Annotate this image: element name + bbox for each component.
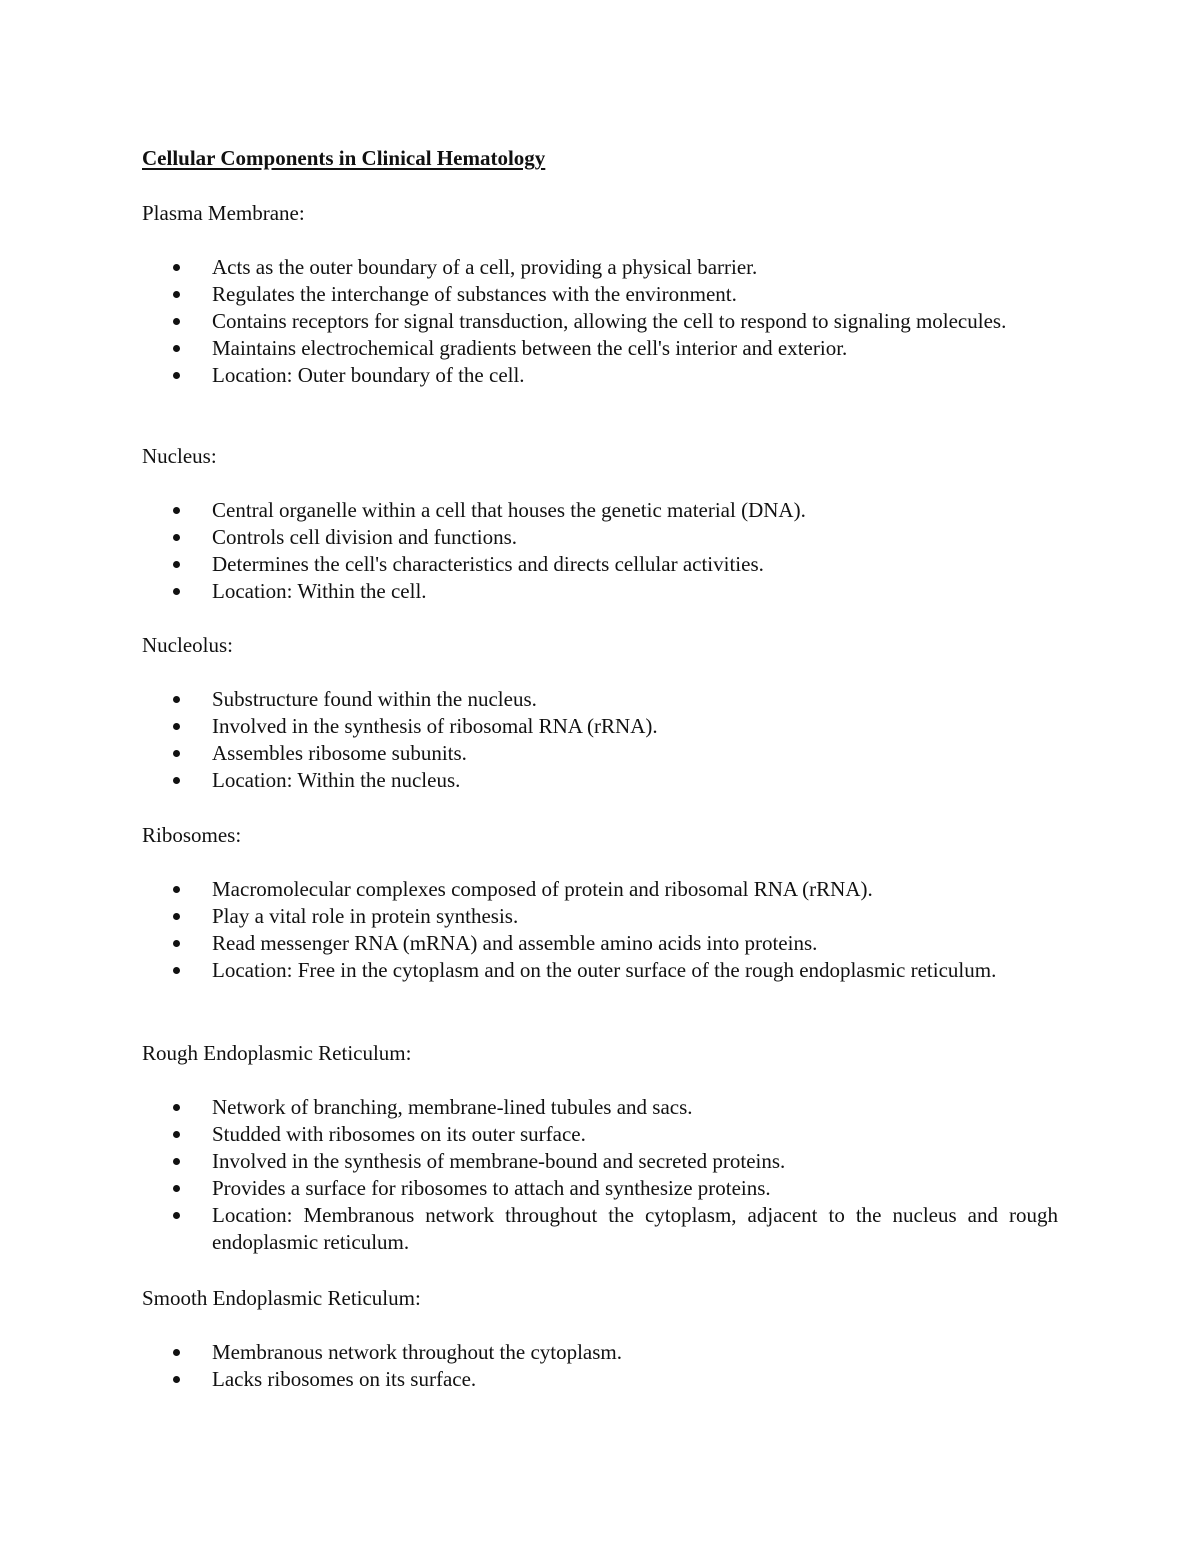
bullet-icon — [173, 318, 180, 325]
bullet-icon — [173, 1212, 180, 1219]
list-item-text: Location: Outer boundary of the cell. — [212, 363, 525, 387]
list-item-text: Central organelle within a cell that houses the genetic material (DNA). — [212, 498, 806, 522]
list-item-text: Provides a surface for ribosomes to attach and synthesize proteins. — [212, 1176, 771, 1200]
list-item — [0, 281, 1058, 308]
list-item-text: Regulates the interchange of substances with the environment. — [212, 282, 737, 306]
bullet-icon — [173, 723, 180, 730]
list-item-text: Read messenger RNA (mRNA) and assemble amino acids into proteins. — [212, 931, 818, 955]
list-item-text: Acts as the outer boundary of a cell, providing a physical barrier. — [212, 255, 758, 279]
list-item — [0, 713, 1058, 740]
list-item — [0, 497, 1058, 524]
bullet-list-ribosomes — [0, 876, 1058, 984]
list-item — [0, 308, 1058, 335]
list-item — [0, 930, 1058, 957]
list-item-text: Assembles ribosome subunits. — [212, 741, 467, 765]
list-item-text: Involved in the synthesis of ribosomal RNA (rRNA). — [212, 714, 658, 738]
section-heading-rough-er: Rough Endoplasmic Reticulum: — [142, 1041, 412, 1065]
bullet-icon — [173, 913, 180, 920]
bullet-icon — [173, 940, 180, 947]
bullet-icon — [173, 886, 180, 893]
list-item — [0, 686, 1058, 713]
list-item-text: Maintains electrochemical gradients between the cell's interior and exterior. — [212, 336, 848, 360]
list-item-text: Membranous network throughout the cytoplasm. — [212, 1340, 623, 1364]
list-item — [0, 740, 1058, 767]
list-item — [0, 362, 1058, 389]
list-item — [0, 335, 1058, 362]
bullet-list-nucleolus — [0, 686, 1058, 794]
list-item-text: Network of branching, membrane-lined tubules and sacs. — [212, 1095, 693, 1119]
list-item-text: Contains receptors for signal transduction, allowing the cell to respond to signaling molecules. — [212, 309, 1007, 333]
list-item — [0, 524, 1058, 551]
list-item-text: Location: Within the cell. — [212, 579, 427, 603]
document-title: Cellular Components in Clinical Hematology — [142, 146, 546, 170]
list-item — [0, 903, 1058, 930]
list-item-text: Play a vital role in protein synthesis. — [212, 904, 519, 928]
bullet-list-rough-er — [0, 1094, 1058, 1256]
list-item — [0, 1175, 1058, 1202]
section-heading-nucleus: Nucleus: — [142, 444, 217, 468]
section-heading-smooth-er: Smooth Endoplasmic Reticulum: — [142, 1286, 421, 1310]
bullet-list-smooth-er — [0, 1339, 1058, 1393]
bullet-list-plasma-membrane — [0, 254, 1058, 389]
list-item — [0, 876, 1058, 903]
list-item — [0, 1148, 1058, 1175]
bullet-icon — [173, 291, 180, 298]
list-item-text: Location: Free in the cytoplasm and on the outer surface of the rough endoplasmic reticulum. — [212, 958, 997, 982]
section-heading-plasma-membrane: Plasma Membrane: — [142, 201, 305, 225]
list-item-text: Location: Membranous network throughout the cytoplasm, adjacent to the nucleus and rough endoplasmic reticulum. — [212, 1203, 1058, 1254]
bullet-icon — [173, 1349, 180, 1356]
list-item — [0, 1121, 1058, 1148]
section-heading-ribosomes: Ribosomes: — [142, 823, 242, 847]
list-item — [0, 254, 1058, 281]
list-item — [0, 1094, 1058, 1121]
bullet-icon — [173, 750, 180, 757]
bullet-icon — [173, 1185, 180, 1192]
bullet-icon — [173, 264, 180, 271]
bullet-icon — [173, 1158, 180, 1165]
list-item — [0, 957, 1058, 984]
bullet-icon — [173, 1104, 180, 1111]
bullet-icon — [173, 1131, 180, 1138]
bullet-icon — [173, 967, 180, 974]
bullet-icon — [173, 345, 180, 352]
list-item — [0, 1366, 1058, 1393]
list-item-text: Studded with ribosomes on its outer surface. — [212, 1122, 586, 1146]
bullet-icon — [173, 534, 180, 541]
bullet-icon — [173, 561, 180, 568]
bullet-icon — [173, 507, 180, 514]
list-item-text: Macromolecular complexes composed of protein and ribosomal RNA (rRNA). — [212, 877, 873, 901]
list-item-text: Involved in the synthesis of membrane-bound and secreted proteins. — [212, 1149, 786, 1173]
list-item — [0, 551, 1058, 578]
list-item-text: Substructure found within the nucleus. — [212, 687, 537, 711]
bullet-icon — [173, 372, 180, 379]
list-item — [0, 578, 1058, 605]
bullet-icon — [173, 777, 180, 784]
bullet-icon — [173, 696, 180, 703]
list-item-text: Lacks ribosomes on its surface. — [212, 1367, 477, 1391]
list-item-text: Controls cell division and functions. — [212, 525, 518, 549]
section-heading-nucleolus: Nucleolus: — [142, 633, 233, 657]
bullet-icon — [173, 588, 180, 595]
list-item-text: Location: Within the nucleus. — [212, 768, 461, 792]
bullet-list-nucleus — [0, 497, 1058, 605]
list-item — [0, 767, 1058, 794]
list-item — [0, 1339, 1058, 1366]
bullet-icon — [173, 1376, 180, 1383]
list-item — [0, 1202, 1058, 1256]
list-item-text: Determines the cell's characteristics and directs cellular activities. — [212, 552, 764, 576]
